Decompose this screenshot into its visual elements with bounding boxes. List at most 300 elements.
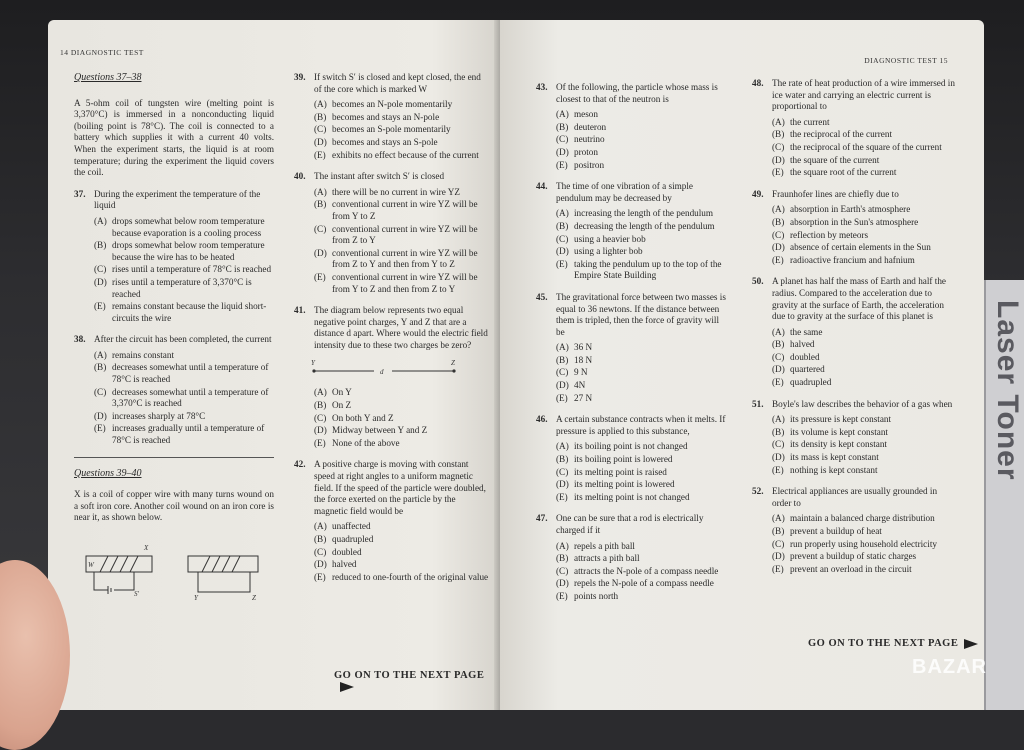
question-39-option[interactable] xyxy=(314,124,490,136)
question-43 xyxy=(536,82,728,171)
option-text: its boiling point is lowered xyxy=(574,454,673,465)
question-38-options xyxy=(74,350,274,447)
option-text: 18 N xyxy=(574,354,593,365)
option-letter: (D) xyxy=(556,246,569,257)
option-letter: (A) xyxy=(772,204,785,215)
question-40-option[interactable] xyxy=(314,187,490,199)
question-49-options xyxy=(752,204,958,266)
question-46-text: A certain substance contracts when it melts. If pressure is applied to this substance, xyxy=(556,414,726,436)
question-43-option[interactable] xyxy=(556,147,728,159)
option-text: On both Y and Z xyxy=(332,412,394,423)
option-letter: (C) xyxy=(772,351,785,362)
option-letter: (D) xyxy=(314,136,327,147)
question-47-option[interactable] xyxy=(556,591,728,603)
option-letter: (E) xyxy=(556,590,568,601)
question-49-option[interactable] xyxy=(772,230,958,242)
question-41-options xyxy=(294,387,490,449)
option-letter: (B) xyxy=(772,129,785,140)
option-letter: (C) xyxy=(556,233,569,244)
option-letter: (A) xyxy=(94,215,107,226)
question-40-option[interactable] xyxy=(314,272,490,295)
question-45-option[interactable] xyxy=(556,342,728,354)
question-47-option[interactable] xyxy=(556,566,728,578)
question-52-number: 52. xyxy=(752,486,764,497)
option-text: the reciprocal of the square of the current xyxy=(790,141,942,152)
option-letter: (D) xyxy=(772,242,785,253)
option-letter: (E) xyxy=(772,254,784,265)
option-text: prevent a buildup of heat xyxy=(790,526,882,536)
option-text: halved xyxy=(790,339,815,350)
question-37-option[interactable] xyxy=(94,216,274,239)
option-letter: (D) xyxy=(314,247,327,258)
question-39-text: If switch S′ is closed and kept closed, the end of the core which is marked W xyxy=(314,72,481,94)
option-text: absence of certain elements in the Sun xyxy=(790,242,931,253)
option-text: halved xyxy=(332,559,357,570)
option-letter: (D) xyxy=(556,146,569,157)
label-charge-z: Z xyxy=(451,359,455,368)
option-letter: (B) xyxy=(556,553,569,564)
option-letter: (B) xyxy=(556,354,569,365)
option-letter: (D) xyxy=(772,452,785,463)
coil-x-core xyxy=(86,556,152,572)
side-book xyxy=(984,280,1024,710)
option-text: remains constant because the liquid short-circuits the wire xyxy=(112,301,267,323)
question-48 xyxy=(752,78,958,179)
question-42 xyxy=(294,459,490,583)
option-letter: (D) xyxy=(94,276,107,287)
option-letter: (C) xyxy=(314,124,327,135)
question-38-option[interactable] xyxy=(94,362,274,385)
option-text: conventional current in wire YZ will be from Z to Y and then from Y to Z xyxy=(332,247,478,270)
question-37-text: During the experiment the temperature of the liquid xyxy=(94,188,261,211)
question-50-options xyxy=(752,327,958,389)
question-47-text: One can be sure that a rod is electrically charged if it xyxy=(556,513,704,535)
question-43-option[interactable] xyxy=(556,122,728,134)
question-47-option[interactable] xyxy=(556,553,728,565)
option-letter: (A) xyxy=(314,387,327,398)
question-45-stem xyxy=(536,292,728,338)
option-text: decreases somewhat until a temperature of 3,370°C is reached xyxy=(112,386,269,409)
question-44-number: 44. xyxy=(536,181,548,192)
option-text: its melting point is raised xyxy=(574,466,667,477)
label-w: W xyxy=(88,561,94,569)
question-43-stem xyxy=(536,82,728,105)
question-47 xyxy=(536,513,728,602)
option-text: None of the above xyxy=(332,437,400,448)
question-50-option[interactable] xyxy=(772,327,958,339)
question-50-option[interactable] xyxy=(772,339,958,351)
question-50-option[interactable] xyxy=(772,352,958,364)
option-text: doubled xyxy=(790,351,820,362)
question-39-option[interactable] xyxy=(314,150,490,162)
question-42-number: 42. xyxy=(294,459,306,470)
option-letter: (C) xyxy=(556,565,569,576)
option-letter: (B) xyxy=(94,362,107,373)
option-letter: (E) xyxy=(314,571,326,582)
question-43-options xyxy=(536,109,728,171)
question-51-option[interactable] xyxy=(772,452,958,464)
option-text: quadrupled xyxy=(790,377,832,388)
option-letter: (A) xyxy=(314,99,327,110)
option-text: becomes and stays an N-pole xyxy=(332,111,440,122)
option-text: taking the pendulum up to the top of the Empire State Building xyxy=(574,258,722,281)
point-charges-diagram xyxy=(294,357,484,383)
label-s: S′ xyxy=(134,590,140,598)
question-47-number: 47. xyxy=(536,513,548,524)
question-39 xyxy=(294,72,490,161)
option-text: decreases somewhat until a temperature of 78°C is reached xyxy=(112,362,269,385)
question-47-stem xyxy=(536,513,728,536)
charge-y xyxy=(312,370,315,373)
option-letter: (E) xyxy=(772,464,784,475)
option-letter: (E) xyxy=(772,563,784,574)
option-text: On Y xyxy=(332,387,352,398)
option-text: 9 N xyxy=(574,367,588,378)
question-49-option[interactable] xyxy=(772,217,958,229)
option-letter: (E) xyxy=(94,301,106,312)
question-44-option[interactable] xyxy=(556,208,728,220)
option-text: conventional current in wire YZ will be from Y to Z and then from Z to Y xyxy=(332,271,478,294)
option-letter: (D) xyxy=(556,578,569,589)
question-46-option[interactable] xyxy=(556,479,728,491)
question-46-option[interactable] xyxy=(556,492,728,504)
question-39-options xyxy=(294,99,490,161)
side-book-spine-text: Laser Toner xyxy=(991,300,1024,481)
option-text: the same xyxy=(790,326,823,337)
question-49-option[interactable] xyxy=(772,255,958,267)
question-43-option[interactable] xyxy=(556,109,728,121)
option-letter: (A) xyxy=(772,513,785,524)
option-text: becomes an N-pole momentarily xyxy=(332,99,453,110)
passage-39-40: X is a coil of copper wire with many turns wound on a soft iron core. Another coil wound on an iron core is near it, as shown below. xyxy=(74,489,274,523)
question-48-option[interactable] xyxy=(772,142,958,154)
question-41-option[interactable] xyxy=(314,425,490,437)
question-52-options xyxy=(752,513,958,575)
option-text: its mass is kept constant xyxy=(790,452,879,463)
question-52 xyxy=(752,486,958,575)
option-text: prevent an overload in the circuit xyxy=(790,563,912,574)
option-letter: (B) xyxy=(314,534,327,544)
question-46-options xyxy=(536,441,728,503)
question-48-stem xyxy=(752,78,958,113)
label-x: X xyxy=(144,544,149,552)
question-39-option[interactable] xyxy=(314,112,490,124)
question-38-option[interactable] xyxy=(94,350,274,362)
question-41 xyxy=(294,305,490,449)
option-letter: (C) xyxy=(314,546,327,557)
option-text: increases sharply at 78°C xyxy=(112,410,206,421)
question-46 xyxy=(536,414,728,503)
question-50 xyxy=(752,276,958,388)
question-43-option[interactable] xyxy=(556,134,728,146)
question-47-options xyxy=(536,541,728,603)
option-letter: (E) xyxy=(556,159,568,170)
label-z2: Z xyxy=(252,594,256,602)
question-51-option[interactable] xyxy=(772,465,958,477)
question-37-option[interactable] xyxy=(94,277,274,300)
question-45-option[interactable] xyxy=(556,367,728,379)
left-column-2 xyxy=(294,72,490,593)
question-51-options xyxy=(752,414,958,476)
question-51-stem xyxy=(752,399,958,411)
option-letter: (C) xyxy=(772,141,785,152)
option-text: 4N xyxy=(574,380,586,391)
question-40-options xyxy=(294,187,490,295)
question-44-option[interactable] xyxy=(556,221,728,233)
option-text: Midway between Y and Z xyxy=(332,425,428,436)
option-text: the reciprocal of the current xyxy=(790,129,893,140)
option-letter: (D) xyxy=(772,364,785,375)
question-43-option[interactable] xyxy=(556,160,728,172)
option-letter: (A) xyxy=(556,109,569,120)
question-45-option[interactable] xyxy=(556,380,728,392)
question-37-option[interactable] xyxy=(94,264,274,276)
question-42-option[interactable] xyxy=(314,521,490,533)
option-letter: (C) xyxy=(772,229,785,240)
question-45-option[interactable] xyxy=(556,355,728,367)
question-38 xyxy=(74,334,274,446)
option-letter: (E) xyxy=(772,377,784,388)
question-46-option[interactable] xyxy=(556,454,728,466)
option-letter: (E) xyxy=(94,423,106,434)
option-letter: (D) xyxy=(94,410,107,421)
section-title-37-38: Questions 37–38 xyxy=(74,72,142,83)
charge-z xyxy=(452,370,455,373)
question-42-option[interactable] xyxy=(314,547,490,559)
option-text: drops somewhat below room temperature because evaporation is a cooling process xyxy=(112,215,265,238)
option-text: doubled xyxy=(332,546,362,557)
question-50-number: 50. xyxy=(752,276,764,287)
option-text: unaffected xyxy=(332,521,371,532)
option-letter: (A) xyxy=(314,521,327,532)
question-39-stem xyxy=(294,72,490,95)
option-text: using a heavier bob xyxy=(574,233,646,244)
option-text: becomes and stays an S-pole xyxy=(332,136,438,147)
option-letter: (D) xyxy=(772,551,785,562)
question-39-option[interactable] xyxy=(314,99,490,111)
question-38-option[interactable] xyxy=(94,411,274,423)
question-40-stem xyxy=(294,171,490,183)
option-text: increasing the length of the pendulum xyxy=(574,208,714,219)
question-44-option[interactable] xyxy=(556,259,728,282)
option-letter: (E) xyxy=(556,392,568,403)
question-44-stem xyxy=(536,181,728,204)
question-44-option[interactable] xyxy=(556,246,728,258)
option-letter: (C) xyxy=(314,412,327,423)
question-51-number: 51. xyxy=(752,398,764,409)
question-41-option[interactable] xyxy=(314,400,490,412)
option-text: rises until a temperature of 3,370°C is reached xyxy=(112,276,252,299)
question-48-option[interactable] xyxy=(772,155,958,167)
question-47-option[interactable] xyxy=(556,578,728,590)
option-letter: (C) xyxy=(94,386,107,397)
question-51-option[interactable] xyxy=(772,414,958,426)
option-letter: (A) xyxy=(94,349,107,360)
option-text: its melting point is not changed xyxy=(574,491,690,502)
option-text: conventional current in wire YZ will be from Y to Z xyxy=(332,199,478,221)
left-column-1 xyxy=(74,72,274,604)
question-37-options xyxy=(74,216,274,324)
question-45-options xyxy=(536,342,728,404)
question-39-number: 39. xyxy=(294,72,306,82)
question-43-text: Of the following, the particle whose mass is closest to that of the neutron is xyxy=(556,82,718,104)
option-text: its volume is kept constant xyxy=(790,426,888,437)
question-51-option[interactable] xyxy=(772,439,958,451)
option-text: proton xyxy=(574,146,598,157)
option-letter: (A) xyxy=(314,186,327,197)
question-41-option[interactable] xyxy=(314,438,490,450)
question-43-number: 43. xyxy=(536,82,548,92)
option-letter: (A) xyxy=(556,441,569,452)
passage-37-38: A 5-ohm coil of tungsten wire (melting point is 3,370°C) is immersed in a nonconducting liquid (boiling point is 78°C). The coil is connected to a battery which supplies it with a current 40 volts. When the experiment starts, the liquid is at room temperature; during the experiment the liquid covers the coil. xyxy=(74,97,274,178)
question-48-options xyxy=(752,117,958,179)
option-letter: (B) xyxy=(556,121,569,132)
question-37 xyxy=(74,189,274,325)
question-40-option[interactable] xyxy=(314,248,490,271)
question-52-option[interactable] xyxy=(772,564,958,576)
question-49-option[interactable] xyxy=(772,204,958,216)
option-text: quadrupled xyxy=(332,534,374,544)
watermark: BAZAR xyxy=(912,656,987,678)
question-42-option[interactable] xyxy=(314,572,490,584)
option-text: decreasing the length of the pendulum xyxy=(574,220,715,231)
question-42-option[interactable] xyxy=(314,559,490,571)
go-on-right-text: GO ON TO THE NEXT PAGE xyxy=(808,638,959,649)
question-48-option[interactable] xyxy=(772,117,958,129)
option-text: its melting point is lowered xyxy=(574,479,675,490)
option-text: its pressure is kept constant xyxy=(790,414,892,425)
section-divider xyxy=(74,457,274,458)
option-letter: (E) xyxy=(772,167,784,178)
question-38-number: 38. xyxy=(74,334,86,345)
question-37-stem xyxy=(74,189,274,212)
option-letter: (E) xyxy=(556,258,568,269)
option-text: radioactive francium and hafnium xyxy=(790,254,915,265)
option-letter: (A) xyxy=(772,116,785,127)
question-52-option[interactable] xyxy=(772,513,958,525)
question-40-text: The instant after switch S′ is closed xyxy=(314,171,445,182)
question-41-option[interactable] xyxy=(314,387,490,399)
question-37-option[interactable] xyxy=(94,240,274,263)
question-52-stem xyxy=(752,486,958,509)
option-letter: (C) xyxy=(556,367,569,378)
question-48-text: The rate of heat production of a wire immersed in ice water and carrying an electric current is proportional to xyxy=(772,78,955,112)
option-text: attracts the N-pole of a compass needle xyxy=(574,565,719,576)
question-49-option[interactable] xyxy=(772,242,958,254)
go-on-right xyxy=(808,638,978,649)
option-letter: (C) xyxy=(94,264,107,275)
option-text: On Z xyxy=(332,400,352,411)
question-52-option[interactable] xyxy=(772,526,958,538)
option-letter: (B) xyxy=(314,199,327,210)
question-45-text: The gravitational force between two masses is equal to 36 newtons. If the distance between them is tripled, then the force of gravity will be xyxy=(556,291,726,337)
right-column-2 xyxy=(752,78,958,585)
question-46-option[interactable] xyxy=(556,441,728,453)
option-text: conventional current in wire YZ will be from Z to Y xyxy=(332,223,478,246)
option-letter: (B) xyxy=(314,400,327,411)
question-52-option[interactable] xyxy=(772,539,958,551)
question-49-stem xyxy=(752,189,958,201)
option-text: repels a pith ball xyxy=(574,540,635,551)
option-text: 27 N xyxy=(574,392,593,403)
option-text: maintain a balanced charge distribution xyxy=(790,513,935,524)
question-45 xyxy=(536,292,728,404)
go-on-left-text: GO ON TO THE NEXT PAGE xyxy=(334,670,485,681)
option-text: deuteron xyxy=(574,121,607,132)
question-50-text: A planet has half the mass of Earth and half the radius. Compared to the acceleration due to gravity at the surface of Earth, the acceleration due to gravity at the surface of this planet is xyxy=(772,276,946,322)
question-52-text: Electrical appliances are usually grounded in order to xyxy=(772,486,938,508)
question-51-option[interactable] xyxy=(772,427,958,439)
section-title-39-40: Questions 39–40 xyxy=(74,467,142,479)
question-37-option[interactable] xyxy=(94,301,274,324)
option-text: absorption in Earth's atmosphere xyxy=(790,204,911,215)
question-44-text: The time of one vibration of a simple pendulum may be decreased by xyxy=(556,181,694,203)
question-45-option[interactable] xyxy=(556,393,728,405)
question-49-text: Fraunhofer lines are chiefly due to xyxy=(772,188,899,199)
question-39-option[interactable] xyxy=(314,137,490,149)
question-41-text: The diagram below represents two equal negative point charges, Y and Z that are a distance d apart. Where would the electric field intensity due to these two charges be zero? xyxy=(314,305,488,350)
option-text: repels the N-pole of a compass needle xyxy=(574,578,714,589)
option-letter: (C) xyxy=(772,439,785,450)
option-letter: (C) xyxy=(772,538,785,549)
option-text: drops somewhat below room temperature because the wire has to be heated xyxy=(112,240,265,262)
question-44-option[interactable] xyxy=(556,234,728,246)
option-letter: (C) xyxy=(314,223,327,234)
option-text: its density is kept constant xyxy=(790,439,887,450)
question-50-stem xyxy=(752,276,958,322)
option-text: positron xyxy=(574,159,605,170)
option-letter: (B) xyxy=(772,339,785,350)
question-42-stem xyxy=(294,459,490,517)
question-42-option[interactable] xyxy=(314,534,490,546)
option-text: increases gradually until a temperature of 78°C is reached xyxy=(112,423,265,446)
option-text: attracts a pith ball xyxy=(574,553,640,564)
option-text: the square of the current xyxy=(790,154,880,165)
option-text: its boiling point is not changed xyxy=(574,441,688,452)
option-letter: (E) xyxy=(556,491,568,502)
question-46-stem xyxy=(536,414,728,437)
option-letter: (E) xyxy=(314,437,326,448)
question-48-option[interactable] xyxy=(772,167,958,179)
question-47-option[interactable] xyxy=(556,541,728,553)
option-letter: (E) xyxy=(314,149,326,160)
question-41-stem xyxy=(294,305,490,351)
question-38-stem xyxy=(74,334,274,346)
option-letter: (D) xyxy=(556,479,569,490)
question-38-option[interactable] xyxy=(94,423,274,446)
option-text: neutrino xyxy=(574,134,605,145)
question-38-text: After the circuit has been completed, the current xyxy=(94,334,272,345)
question-50-option[interactable] xyxy=(772,377,958,389)
question-40-option[interactable] xyxy=(314,199,490,222)
question-38-option[interactable] xyxy=(94,387,274,410)
question-41-option[interactable] xyxy=(314,413,490,425)
option-text: points north xyxy=(574,590,619,601)
label-charge-y: Y xyxy=(311,359,315,368)
option-text: nothing is kept constant xyxy=(790,464,878,475)
option-text: meson xyxy=(574,109,598,120)
option-letter: (B) xyxy=(314,111,327,122)
arrow-right-icon xyxy=(964,639,978,649)
question-48-option[interactable] xyxy=(772,129,958,141)
option-letter: (A) xyxy=(772,326,785,337)
question-52-option[interactable] xyxy=(772,551,958,563)
question-50-option[interactable] xyxy=(772,364,958,376)
option-text: absorption in the Sun's atmosphere xyxy=(790,216,919,227)
question-40-option[interactable] xyxy=(314,224,490,247)
question-51 xyxy=(752,399,958,477)
question-46-option[interactable] xyxy=(556,467,728,479)
